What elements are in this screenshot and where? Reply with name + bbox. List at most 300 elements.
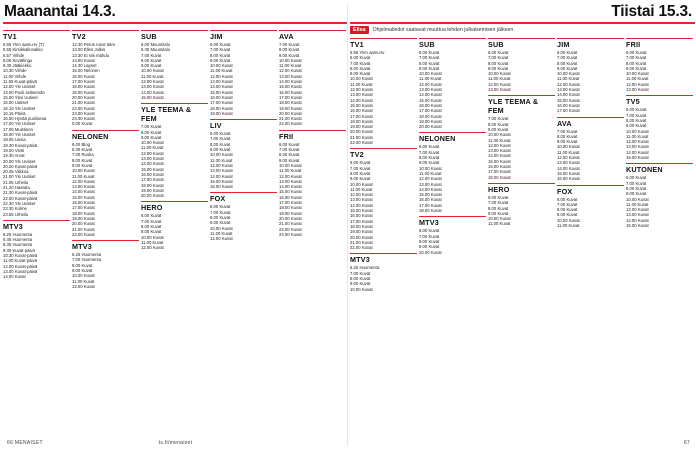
program-listing: 7.00 Kuvat xyxy=(557,201,578,207)
program-listing: 10.00 Kuvat xyxy=(72,168,95,174)
program-listing: 20.00 Kuvat xyxy=(72,221,95,227)
program-listing: 7.00 Ruoka xyxy=(72,152,94,158)
program-listing: 16.00 Kuvat xyxy=(210,94,233,100)
program-listing: 19.00 Kuvat xyxy=(350,124,373,130)
program-listing: 13.00 Kuvat xyxy=(488,148,511,154)
program-listing: 9.00 Kuvat xyxy=(72,162,93,168)
program-listing: 7.00 Kuvat xyxy=(488,55,509,61)
program-listing: 23.55 Urheilu xyxy=(3,211,29,217)
program-listing: 10.00 Kuvat xyxy=(210,225,233,231)
program-listing: 8.00 Kuvat xyxy=(210,141,231,147)
program-listing: 9.00 Kuvat xyxy=(488,65,509,71)
right-folio: 67 xyxy=(683,440,690,446)
ad-logo: Elisa xyxy=(350,26,369,34)
program-listing: 9.00 Kuvat xyxy=(72,267,93,273)
program-listing: 6.00 Kuvat xyxy=(488,50,509,55)
channel-block xyxy=(3,220,70,280)
program-listing: 9.00 Kuvat xyxy=(557,212,578,218)
program-listing: 8.00 Kuvat xyxy=(279,47,300,53)
program-listing: 11.00 Kuvat xyxy=(141,239,164,245)
program-listing: 13.00 Kuvat xyxy=(72,184,95,190)
channel-heading: JIM xyxy=(557,38,624,49)
program-listing: 20.00 Kuvat xyxy=(279,215,302,221)
program-listing: 13.00 Kuvat xyxy=(141,84,164,90)
program-listing: 15.00 Ylen Uutiset xyxy=(3,94,38,100)
listing-column xyxy=(72,30,139,435)
program-listing: 21.00 Kuvat xyxy=(279,116,302,122)
program-listing: 12.00 Kuvat xyxy=(488,142,511,148)
program-listing: 11.00 Kuvat-päivä xyxy=(3,258,37,264)
channel-heading: MTV3 xyxy=(72,240,139,251)
program-listing: 18.00 Kuvat xyxy=(419,208,442,214)
program-listing: 6.00 Blog xyxy=(72,141,90,147)
program-listing: 7.00 Kuvat xyxy=(141,52,162,58)
program-listing: 11.00 Kuvat xyxy=(210,230,233,236)
left-folio: 66 MENAISET xyxy=(7,440,43,446)
page-gutter xyxy=(347,4,348,446)
channel-block xyxy=(72,240,139,289)
channel-block xyxy=(350,38,417,145)
program-listing: 12.00 Kuvat xyxy=(419,81,442,87)
program-listing: 18.00 Kuvat xyxy=(141,182,164,188)
program-listing: 9.00 Kuvat xyxy=(626,123,647,129)
program-listing: 11.00 Kuvat xyxy=(488,137,511,143)
listing-column xyxy=(3,30,70,435)
program-listing: 9.00 Kuvat xyxy=(141,229,162,235)
program-listing: 11.00 Kuvat xyxy=(419,76,442,82)
program-listing: 14.00 Kuvat xyxy=(72,189,95,195)
program-listing: 16.00 Kuvat xyxy=(488,164,511,170)
channel-heading: MTV3 xyxy=(350,253,417,264)
channel-heading: AVA xyxy=(279,30,346,41)
program-listing: 10.00 Kuvat xyxy=(419,249,442,255)
program-listing: 15.00 Kuvat xyxy=(279,84,302,90)
right-red-rule xyxy=(350,22,695,24)
program-listing: 23.30 Kolme xyxy=(3,206,27,212)
program-listing: 7.00 Kuvat xyxy=(488,200,509,206)
channel-heading: TV1 xyxy=(350,38,417,49)
channel-heading: TV5 xyxy=(626,95,693,106)
program-listing: 20.00 Kuvat xyxy=(72,94,95,100)
channel-heading: YLE TEEMA & FEM xyxy=(141,103,208,123)
program-listing: 20.00 Kuvat xyxy=(419,124,442,130)
program-listing: 6.00 Muumitalo xyxy=(141,42,171,47)
channel-block xyxy=(210,119,277,189)
program-listing: 15.00 Kuvat xyxy=(72,194,95,200)
channel-heading: FRII xyxy=(626,38,693,49)
program-listing: 6.00 Kuvat xyxy=(626,107,647,113)
program-listing: 16.15 Päivä xyxy=(3,110,26,116)
program-listing: 14.00 Kuvat xyxy=(141,161,164,167)
program-listing: 6.25 Huomenta xyxy=(72,252,102,258)
program-listing: 16.00 Kuvat xyxy=(557,102,580,108)
program-listing: 10.00 Kuvat xyxy=(141,140,164,146)
program-listing: 7.00 Kuvat xyxy=(350,165,371,171)
program-listing: 13.00 Kuvat xyxy=(557,160,580,166)
program-listing: 12.00 Kuvat xyxy=(350,192,373,198)
program-listing: 21.20 Haarala xyxy=(3,185,30,191)
program-listing: 22.00 Kuvat xyxy=(279,121,302,127)
program-listing: 14.00 Kuvat xyxy=(72,57,95,63)
left-columns xyxy=(3,30,348,435)
program-listing: 19.00 Kuvat xyxy=(279,210,302,216)
channel-heading: AVA xyxy=(557,117,624,128)
program-listing: 11.55 Kuvat-päivä xyxy=(3,79,37,85)
program-listing: 6.25 Huomenta xyxy=(3,231,33,237)
program-listing: 20.00 Yle Uutiset xyxy=(3,158,36,164)
program-listing: 15.00 Kuvat xyxy=(626,223,649,229)
program-listing: 12.00 Kuvat xyxy=(141,79,164,85)
program-listing: 11.00 Kuvat xyxy=(210,68,233,74)
program-listing: 10.00 Kuvat xyxy=(626,128,649,134)
program-listing: 9.30 Jääkiekko xyxy=(3,63,32,69)
channel-block xyxy=(626,38,693,92)
listing-column xyxy=(557,38,624,435)
program-listing: 14.00 Kuvat xyxy=(419,186,442,192)
program-listing: 9.00 Kuvat xyxy=(419,160,440,166)
program-listing: 12.00 Kuvat xyxy=(72,178,95,184)
program-listing: 18.00 Kuvat xyxy=(419,113,442,119)
program-listing: 6.25 Huomenta xyxy=(350,265,380,271)
program-listing: 8.00 Kuvat xyxy=(419,60,440,66)
program-listing: 8.00 Kuvat xyxy=(72,157,93,163)
program-listing: 11.00 Kuvat xyxy=(350,81,373,87)
program-listing: 7.00 Kuvat xyxy=(557,128,578,134)
program-listing: 7.00 Kuvat xyxy=(488,116,509,122)
program-listing: 14.30 Lapset xyxy=(72,63,97,69)
program-listing: 15.00 Kuvat xyxy=(419,192,442,198)
program-listing: 13.00 Kuvat xyxy=(279,178,302,184)
program-listing: 13.00 Kuvat xyxy=(350,92,373,98)
program-listing: 14.00 Kuvat xyxy=(557,92,580,98)
program-listing: 8.00 Kuvat xyxy=(72,262,93,268)
program-listing: 8.00 Kuvat xyxy=(210,52,231,58)
program-listing: 5.57 Viihde xyxy=(3,52,25,58)
program-listing: 17.00 Kuvat xyxy=(557,108,580,114)
channel-block xyxy=(557,185,624,229)
program-listing: 5.55 Kirsikkalinnakko xyxy=(3,47,43,53)
program-listing: 9.00 Kuvat xyxy=(626,191,647,197)
program-listing: 13.00 Kuvat xyxy=(279,73,302,79)
program-listing: 21.00 Yle Uutiset xyxy=(3,174,36,180)
channel-block xyxy=(557,38,624,114)
program-listing: 8.00 Kuvat xyxy=(419,238,440,244)
channel-heading: MTV3 xyxy=(419,216,486,227)
program-listing: 15.00 Kuvat xyxy=(279,189,302,195)
program-listing: 12.00 Kuvat xyxy=(141,150,164,156)
program-listing: 12.00 Kuvat xyxy=(279,68,302,74)
program-listing: 7.00 Kuvat xyxy=(210,209,231,215)
listing-column xyxy=(141,30,208,435)
program-listing: 16.00 Kuvat xyxy=(72,73,95,79)
program-listing: 12.00 Kuvat xyxy=(141,245,164,251)
program-listing: 20.20 Kuvat-päivä xyxy=(3,163,38,169)
program-listing: 11.00 Kuvat xyxy=(626,201,649,207)
program-listing: 12.00 Kuvat xyxy=(210,236,233,242)
program-listing: 21.30 Kuvat-päivä xyxy=(3,190,38,196)
program-listing: 18.00 Kuvat xyxy=(350,223,373,229)
channel-heading: SUB xyxy=(488,38,555,49)
channel-block xyxy=(279,30,346,127)
program-listing: 13.00 Kuvat-päivä xyxy=(3,268,38,274)
program-listing: 12.00 Kuvat xyxy=(210,73,233,79)
program-listing: 11.00 Kuvat xyxy=(141,145,164,151)
program-listing: 22.30 Yle Uutiset xyxy=(3,200,36,206)
program-listing: 17.00 Kuvat xyxy=(279,94,302,100)
program-listing: 11.00 Kuvat xyxy=(419,170,442,176)
program-listing: 11.00 Kuvat xyxy=(141,73,164,79)
program-listing: 13.00 Kuvat xyxy=(419,181,442,187)
program-listing: 11.00 Kuvat xyxy=(626,133,649,139)
program-listing: 11.00 Kuvat xyxy=(488,76,511,82)
program-listing: 15.00 Kuvat xyxy=(210,178,233,184)
channel-heading: NELONEN xyxy=(419,132,486,143)
program-listing: 5.55 Ylen aamu-tv xyxy=(350,50,385,55)
program-listing: 10.00 Kuvat xyxy=(557,217,580,223)
program-listing: 8.00 Kuvat xyxy=(279,152,300,158)
program-listing: 16.00 Uutiset xyxy=(3,100,29,106)
program-listing: 8.00 Kuvat xyxy=(488,60,509,66)
program-listing: 14.00 Kuvat xyxy=(279,184,302,190)
program-listing: 9.00 Kuvat xyxy=(488,126,509,132)
program-listing: 17.00 Kuvat xyxy=(419,202,442,208)
program-listing: 10.00 Kuvat xyxy=(141,234,164,240)
program-listing: 17.05 Muistinen xyxy=(3,126,34,132)
program-listing: 8.00 Kuvat xyxy=(557,133,578,139)
program-listing: 10.00 Kuvat xyxy=(210,152,233,158)
program-listing: 7.00 Kuvat xyxy=(419,233,440,239)
program-listing: 8.00 Kuvat xyxy=(141,129,162,135)
channel-heading: NELONEN xyxy=(72,130,139,141)
program-listing: 16.00 Kuvat xyxy=(279,194,302,200)
program-listing: 19.30 Arvat xyxy=(3,153,25,159)
program-listing: 7.00 Kuvat xyxy=(350,60,371,66)
program-listing: 16.50 Hyvää puoliseaa xyxy=(3,116,47,122)
program-listing: 6.00 Kuvat xyxy=(557,196,578,202)
program-listing: 8.00 Kuvat xyxy=(488,205,509,211)
program-listing: 10.00 Kuvat xyxy=(626,71,649,77)
program-listing: 20.45 Viikkoa xyxy=(3,169,29,175)
program-listing: 11.00 Kuvat xyxy=(279,63,302,69)
program-listing: 7.00 Kuvat xyxy=(141,218,162,224)
channel-heading: TV2 xyxy=(350,148,417,159)
program-listing: 13.00 Puoli seitsemän xyxy=(3,89,45,95)
program-listing: 6.00 Kuvat xyxy=(210,204,231,210)
program-listing: 7.00 Kuvat xyxy=(626,55,647,61)
program-listing: 13.00 Kuvat xyxy=(488,87,511,93)
program-listing: 22.00 Kuvat xyxy=(72,231,95,237)
program-listing: 19.00 Kuvat xyxy=(279,105,302,111)
program-listing: 10.00 Kuvat xyxy=(350,181,373,187)
program-listing: 19.00 Vietti xyxy=(3,147,25,153)
program-listing: 18.00 Kuvat xyxy=(279,205,302,211)
program-listing: 22.00 Kuvat-päivä xyxy=(3,195,38,201)
program-listing: 7.00 Kuvat xyxy=(419,55,440,61)
program-listing: 6.00 Kuvat xyxy=(626,175,647,181)
program-listing: 18.00 Kuvat xyxy=(72,210,95,216)
program-listing: 6.00 Kuvat xyxy=(626,50,647,55)
program-listing: 18.00 Yle Uutiset xyxy=(3,132,36,138)
channel-block xyxy=(210,30,277,116)
program-listing: 13.00 Kuvat xyxy=(419,87,442,93)
program-listing: 8.00 Kuvat xyxy=(488,121,509,127)
program-listing: 23.00 Kuvat xyxy=(279,231,302,237)
program-listing: 16.00 Kuvat xyxy=(350,213,373,219)
program-listing: 10.00 Kuvat xyxy=(488,71,511,77)
program-listing: 9.00 Kuvat xyxy=(279,157,300,163)
program-listing: 6.00 Kuvat xyxy=(279,141,300,147)
program-listing: 6.30 Kuvat xyxy=(72,147,93,153)
program-listing: 17.00 Kuvat xyxy=(488,169,511,175)
program-listing: 6.30 Muumitalo xyxy=(141,47,171,53)
program-listing: 15.00 Kuvat xyxy=(350,208,373,214)
program-listing: 12.00 Kuvat xyxy=(72,283,95,289)
program-listing: 14.00 Kuvat xyxy=(350,202,373,208)
program-listing: 6.00 Kuvat xyxy=(419,228,440,234)
program-listing: 18.00 Kuvat xyxy=(488,174,511,180)
program-listing: 14.00 Kuvat xyxy=(626,149,649,155)
program-listing: 14.00 Kuvat xyxy=(210,173,233,179)
program-listing: 15.00 Kuvat xyxy=(210,89,233,95)
program-listing: 13.30 Ei siis mahdu xyxy=(72,52,110,58)
program-listing: 6.00 Kuvat xyxy=(557,50,578,55)
program-listing: 6.00 Kuvat xyxy=(210,131,231,137)
program-listing: 12.00 Kuvat xyxy=(626,207,649,213)
program-listing: 13.00 Ellen Julkis xyxy=(72,47,106,53)
program-listing: 12.00 Kuvat-päivä xyxy=(3,263,38,269)
program-listing: 15.00 Kuvat xyxy=(488,158,511,164)
program-listing: 17.00 Kuvat xyxy=(72,205,95,211)
program-listing: 19.00 Kuvat xyxy=(210,110,233,116)
program-listing: 9.00 Kuvat xyxy=(141,63,162,69)
program-listing: 15.00 Nelonen xyxy=(72,68,100,74)
program-listing: 7.00 Kuvat xyxy=(419,149,440,155)
channel-heading: LIV xyxy=(210,119,277,130)
program-listing: 11.00 Kuvat xyxy=(350,186,373,192)
program-listing: 15.00 Kuvat xyxy=(141,166,164,172)
channel-heading: HERO xyxy=(141,201,208,212)
program-listing: 8.00 Kuvat xyxy=(350,275,371,281)
program-listing: 14.00 Kuvat xyxy=(141,89,164,95)
channel-heading: JIM xyxy=(210,30,277,41)
program-listing: 23.00 Kuvat xyxy=(72,110,95,116)
program-listing: 10.00 Kuvat xyxy=(557,144,580,150)
program-listing: 12.00 Kuvat xyxy=(279,173,302,179)
program-listing: 10.00 Kuvat xyxy=(279,57,302,63)
program-listing: 21.00 Kuvat xyxy=(72,226,95,232)
program-listing: 18.00 Kuvat xyxy=(72,84,95,90)
program-listing: 17.00 Kuvat xyxy=(419,108,442,114)
channel-block xyxy=(626,95,693,160)
program-listing: 7.00 Kuvat xyxy=(210,47,231,53)
program-listing: 10.00 Kuvat xyxy=(210,63,233,69)
channel-heading: HERO xyxy=(488,183,555,194)
program-listing: 10.00 Kuvat xyxy=(419,165,442,171)
channel-block xyxy=(488,183,555,227)
program-listing: 8.00 Kuvat xyxy=(350,65,371,71)
listing-column xyxy=(210,30,277,435)
program-listing: 15.00 Kuvat xyxy=(141,94,164,100)
program-listing: 16.00 Kuvat xyxy=(210,184,233,190)
program-listing: 10.00 Kuvat xyxy=(141,68,164,74)
program-listing: 12.00 Kuvat xyxy=(419,176,442,182)
program-listing: 7.00 Kuvat xyxy=(141,124,162,130)
program-listing: 6.00 Kuvat xyxy=(210,42,231,47)
program-listing: 9.00 Kuvat xyxy=(350,281,371,287)
channel-heading: FRII xyxy=(279,130,346,141)
program-listing: 17.00 Kuvat xyxy=(279,200,302,206)
program-listing: 8.00 Kuvat xyxy=(141,224,162,230)
program-listing: 22.00 Kuvat xyxy=(279,226,302,232)
program-listing: 12.00 Kuvat xyxy=(488,81,511,87)
program-listing: 17.00 Kuvat xyxy=(350,113,373,119)
program-listing: 13.00 Kuvat xyxy=(210,79,233,85)
program-listing: 14.00 Kuvat xyxy=(210,84,233,90)
channel-block xyxy=(419,216,486,254)
right-day-title: Tiistai 15.3. xyxy=(611,3,692,20)
program-listing: 10.00 Kuvat xyxy=(626,196,649,202)
program-listing: 11.00 Kuvat xyxy=(557,76,580,82)
program-listing: 16.00 Kuvat xyxy=(557,176,580,182)
program-listing: 14.00 Kuvat xyxy=(350,97,373,103)
program-listing: 10.00 Kuvat xyxy=(419,71,442,77)
program-listing: 10.00 Kuvat xyxy=(488,216,511,222)
program-listing: 20.00 Kuvat xyxy=(350,234,373,240)
channel-block xyxy=(3,30,70,217)
program-listing: 14.00 Kuvat xyxy=(557,165,580,171)
program-listing: 12.00 Kuvat xyxy=(626,139,649,145)
program-listing: 10.00 Kuvat xyxy=(557,71,580,77)
program-listing: 8.00 Kuvat xyxy=(626,185,647,191)
program-listing: 13.00 Kuvat xyxy=(141,156,164,162)
program-listing: 5.55 Ylen aamu-tv (T) xyxy=(3,42,45,47)
channel-block xyxy=(419,132,486,213)
program-listing: 8.00 Kuvat xyxy=(557,207,578,213)
program-listing: 11.00 Kuvat xyxy=(279,168,302,174)
listing-column xyxy=(626,38,693,435)
program-listing: 13.00 Kuvat xyxy=(626,144,649,150)
program-listing: 11.00 Kuvat xyxy=(210,157,233,163)
program-listing: 20.00 Kuvat xyxy=(279,110,302,116)
program-listing: 9.00 Kuvat xyxy=(350,176,371,182)
listing-column xyxy=(279,30,346,435)
channel-heading: MTV3 xyxy=(3,220,70,231)
program-listing: 17.00 Kuvat xyxy=(72,79,95,85)
program-listing: 15.00 Kuvat xyxy=(557,97,580,103)
program-listing: 9.00 Kuvat xyxy=(419,65,440,71)
program-listing: 19.00 Kuvat xyxy=(72,89,95,95)
channel-block xyxy=(210,192,277,241)
channel-block xyxy=(419,38,486,129)
program-listing: 10.30 Kuvat-päivä xyxy=(3,252,38,258)
program-listing: 8.00 Kuvat xyxy=(626,117,647,123)
program-listing: 20.00 Kuvat xyxy=(141,193,164,199)
program-listing: 21.00 Kuvat xyxy=(350,239,373,245)
program-listing: 13.00 Kuvat xyxy=(626,212,649,218)
channel-heading: TV2 xyxy=(72,30,139,41)
listing-column xyxy=(419,38,486,435)
program-listing: 12.00 Kuvat xyxy=(557,81,580,87)
program-listing: 14.00 Kuvat xyxy=(419,92,442,98)
program-listing: 18.00 Kuvat xyxy=(279,100,302,106)
channel-block xyxy=(488,38,555,92)
program-listing: 11.00 Kuvat xyxy=(626,76,649,82)
program-listing: 20.00 Kuvat xyxy=(350,129,373,135)
program-listing: 9.00 Kuvat xyxy=(626,65,647,71)
program-listing: 10.00 Kuvat xyxy=(72,273,95,279)
program-listing: 9.00 Kuvat xyxy=(557,65,578,71)
program-listing: 14.00 Kuvat xyxy=(279,79,302,85)
